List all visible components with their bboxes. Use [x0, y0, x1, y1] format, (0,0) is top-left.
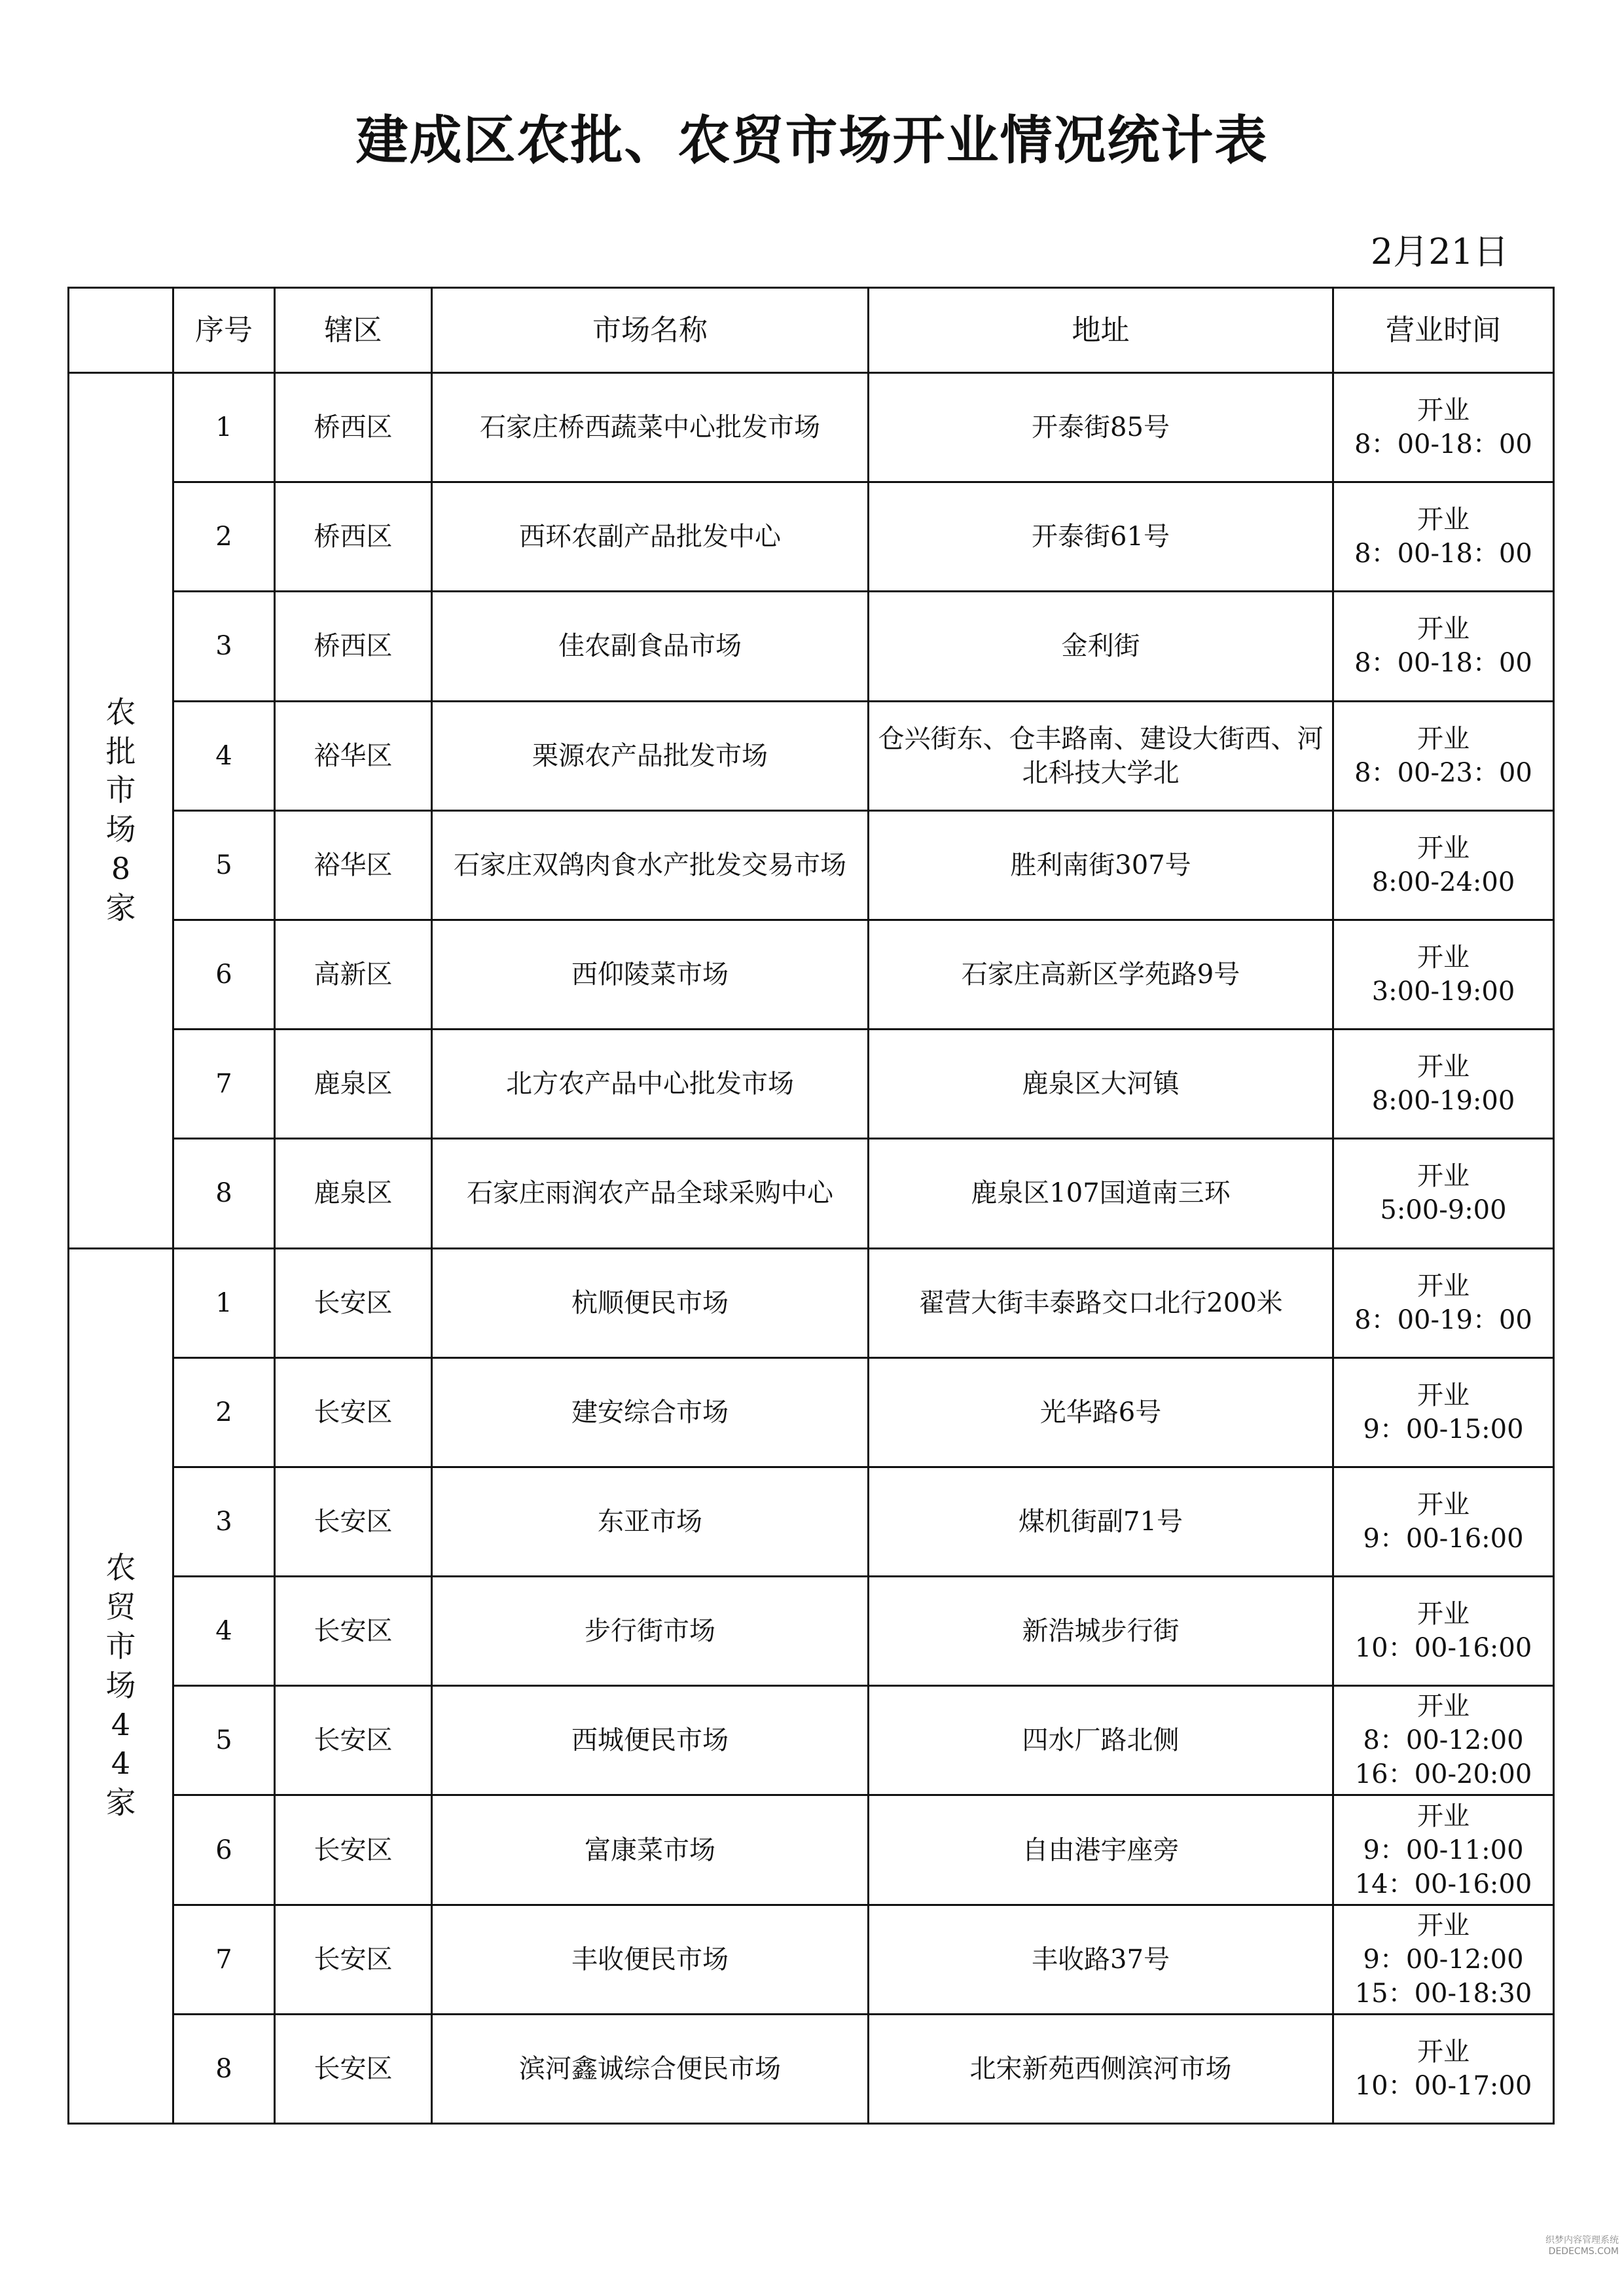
open-status: 开业 [1417, 1380, 1470, 1410]
group-label-char: 场 [105, 1667, 136, 1703]
hours-cell [1333, 701, 1554, 810]
hours-range: 8：00-12:00 [1363, 1725, 1524, 1756]
address-cell: 翟营大街丰泰路交口北行200米 [869, 1248, 1333, 1357]
hours-cell [1333, 1030, 1554, 1139]
hours-range: 5:00-9:00 [1380, 1195, 1507, 1226]
hours-cell [1333, 592, 1554, 701]
market-table [67, 287, 1555, 2125]
row-number: 2 [173, 1357, 275, 1467]
hours-range: 8:00-19:00 [1371, 1086, 1515, 1117]
table-row [69, 701, 1554, 810]
market-name-cell: 石家庄双鸽肉食水产批发交易市场 [432, 810, 869, 920]
table-row [69, 1905, 1554, 2014]
table-row [69, 1577, 1554, 1686]
header-group [69, 288, 173, 373]
row-number: 7 [173, 1030, 275, 1139]
table-row [69, 2014, 1554, 2123]
market-name-cell: 建安综合市场 [432, 1357, 869, 1467]
table-row [69, 810, 1554, 920]
market-name-cell: 佳农副食品市场 [432, 592, 869, 701]
address-cell: 金利街 [869, 592, 1333, 701]
address-cell: 仓兴街东、仓丰路南、建设大街西、河北科技大学北 [869, 701, 1333, 810]
table-row [69, 1248, 1554, 1357]
open-status: 开业 [1417, 505, 1470, 535]
hours-range: 10：00-17:00 [1354, 2070, 1532, 2101]
address-cell: 自由港宇座旁 [869, 1795, 1333, 1905]
district-cell: 长安区 [275, 1357, 432, 1467]
hours-cell [1333, 1795, 1554, 1905]
open-status: 开业 [1417, 1910, 1470, 1941]
district-cell: 裕华区 [275, 810, 432, 920]
hours-cell [1333, 1577, 1554, 1686]
table-body [69, 373, 1554, 2124]
address-cell: 开泰街85号 [869, 373, 1333, 482]
district-cell: 长安区 [275, 1905, 432, 2014]
address-cell: 光华路6号 [869, 1357, 1333, 1467]
open-status: 开业 [1417, 2036, 1470, 2067]
table-row [69, 1467, 1554, 1576]
open-status: 开业 [1417, 395, 1470, 426]
market-name-cell: 北方农产品中心批发市场 [432, 1030, 869, 1139]
hours-range: 16：00-20:00 [1354, 1759, 1532, 1790]
district-cell: 长安区 [275, 1686, 432, 1795]
table-row [69, 1357, 1554, 1467]
hours-range: 14：00-16:00 [1354, 1869, 1532, 1899]
hours-range: 8：00-18：00 [1354, 539, 1532, 569]
district-cell: 桥西区 [275, 373, 432, 482]
district-cell: 桥西区 [275, 482, 432, 592]
hours-range: 15：00-18:30 [1354, 1978, 1532, 2009]
report-date: 2月21日 [1370, 231, 1509, 272]
hours-range: 8：00-19：00 [1354, 1304, 1532, 1335]
group-label-char: 农 [105, 694, 136, 730]
hours-cell [1333, 920, 1554, 1029]
group-label-char: 8 [111, 851, 131, 887]
hours-cell [1333, 482, 1554, 592]
district-cell: 桥西区 [275, 592, 432, 701]
hours-cell [1333, 1248, 1554, 1357]
group-label-wholesale [69, 373, 173, 1249]
hours-range: 8:00-24:00 [1371, 867, 1515, 897]
row-number: 5 [173, 810, 275, 920]
row-number: 4 [173, 1577, 275, 1686]
hours-range: 9：00-11:00 [1363, 1835, 1524, 1865]
row-number: 4 [173, 701, 275, 810]
open-status: 开业 [1417, 942, 1470, 973]
open-status: 开业 [1417, 1691, 1470, 1722]
watermark: 织梦内容管理系统 DEDECMS.COM [1545, 2235, 1619, 2257]
market-name-cell: 东亚市场 [432, 1467, 869, 1576]
hours-range: 3:00-19:00 [1371, 977, 1515, 1007]
header-district: 辖区 [275, 288, 432, 373]
district-cell: 高新区 [275, 920, 432, 1029]
market-name-cell: 西仰陵菜市场 [432, 920, 869, 1029]
district-cell: 长安区 [275, 2014, 432, 2123]
district-cell: 鹿泉区 [275, 1139, 432, 1248]
market-name-cell: 石家庄雨润农产品全球采购中心 [432, 1139, 869, 1248]
open-status: 开业 [1417, 1489, 1470, 1520]
row-number: 6 [173, 1795, 275, 1905]
header-number: 序号 [173, 288, 275, 373]
open-status: 开业 [1417, 1270, 1470, 1301]
address-cell: 鹿泉区大河镇 [869, 1030, 1333, 1139]
district-cell: 长安区 [275, 1795, 432, 1905]
district-cell: 鹿泉区 [275, 1030, 432, 1139]
hours-cell [1333, 373, 1554, 482]
hours-range: 9：00-12:00 [1363, 1944, 1524, 1975]
hours-cell [1333, 1905, 1554, 2014]
group-label-char: 4 [111, 1706, 131, 1742]
open-status: 开业 [1417, 614, 1470, 645]
hours-cell [1333, 1357, 1554, 1467]
address-cell: 石家庄高新区学苑路9号 [869, 920, 1333, 1029]
table-row [69, 920, 1554, 1029]
row-number: 2 [173, 482, 275, 592]
group-label-char: 家 [105, 1785, 136, 1821]
header-hours: 营业时间 [1333, 288, 1554, 373]
table-row [69, 1030, 1554, 1139]
row-number: 1 [173, 373, 275, 482]
table-row [69, 592, 1554, 701]
table-row [69, 1686, 1554, 1795]
hours-range: 8：00-18：00 [1354, 429, 1532, 460]
hours-range: 9：00-16:00 [1363, 1523, 1524, 1554]
header-market-name: 市场名称 [432, 288, 869, 373]
table-row [69, 482, 1554, 592]
hours-cell [1333, 1467, 1554, 1576]
group-label-char: 贸 [105, 1589, 136, 1625]
group-label-char: 市 [105, 1628, 136, 1664]
open-status: 开业 [1417, 1801, 1470, 1831]
hours-range: 8：00-18：00 [1354, 648, 1532, 679]
page-title: 建成区农批、农贸市场开业情况统计表 [355, 109, 1269, 171]
table-row [69, 1795, 1554, 1905]
table-row [69, 373, 1554, 482]
market-name-cell: 步行街市场 [432, 1577, 869, 1686]
market-name-cell: 栗源农产品批发市场 [432, 701, 869, 810]
market-name-cell: 滨河鑫诚综合便民市场 [432, 2014, 869, 2123]
hours-cell [1333, 1686, 1554, 1795]
hours-cell [1333, 2014, 1554, 2123]
market-name-cell: 石家庄桥西蔬菜中心批发市场 [432, 373, 869, 482]
address-cell: 煤机街副71号 [869, 1467, 1333, 1576]
table-header-row [69, 288, 1554, 373]
header-address: 地址 [869, 288, 1333, 373]
row-number: 7 [173, 1905, 275, 2014]
hours-range: 8：00-23：00 [1354, 757, 1532, 788]
group-label-char: 家 [105, 889, 136, 925]
table-row [69, 1139, 1554, 1248]
hours-range: 10：00-16:00 [1354, 1633, 1532, 1664]
row-number: 8 [173, 1139, 275, 1248]
market-name-cell: 西环农副产品批发中心 [432, 482, 869, 592]
market-name-cell: 富康菜市场 [432, 1795, 869, 1905]
row-number: 3 [173, 592, 275, 701]
address-cell: 胜利南街307号 [869, 810, 1333, 920]
address-cell: 北宋新苑西侧滨河市场 [869, 2014, 1333, 2123]
group-label-char: 农 [105, 1550, 136, 1586]
market-name-cell: 丰收便民市场 [432, 1905, 869, 2014]
market-name-cell: 杭顺便民市场 [432, 1248, 869, 1357]
district-cell: 裕华区 [275, 701, 432, 810]
group-label-char: 4 [111, 1746, 131, 1782]
address-cell: 新浩城步行街 [869, 1577, 1333, 1686]
row-number: 5 [173, 1686, 275, 1795]
district-cell: 长安区 [275, 1248, 432, 1357]
row-number: 1 [173, 1248, 275, 1357]
address-cell: 四水厂路北侧 [869, 1686, 1333, 1795]
hours-range: 9：00-15:00 [1363, 1414, 1524, 1444]
group-label-char: 市 [105, 772, 136, 808]
address-cell: 丰收路37号 [869, 1905, 1333, 2014]
open-status: 开业 [1417, 1599, 1470, 1630]
row-number: 3 [173, 1467, 275, 1576]
open-status: 开业 [1417, 1052, 1470, 1083]
market-name-cell: 西城便民市场 [432, 1686, 869, 1795]
group-label-farmers-market [69, 1248, 173, 2124]
group-label-char: 场 [105, 812, 136, 848]
district-cell: 长安区 [275, 1577, 432, 1686]
address-cell: 鹿泉区107国道南三环 [869, 1139, 1333, 1248]
address-cell: 开泰街61号 [869, 482, 1333, 592]
open-status: 开业 [1417, 1161, 1470, 1192]
district-cell: 长安区 [275, 1467, 432, 1576]
hours-cell [1333, 810, 1554, 920]
row-number: 6 [173, 920, 275, 1029]
group-label-char: 批 [105, 733, 136, 769]
hours-cell [1333, 1139, 1554, 1248]
open-status: 开业 [1417, 833, 1470, 863]
row-number: 8 [173, 2014, 275, 2123]
open-status: 开业 [1417, 723, 1470, 754]
